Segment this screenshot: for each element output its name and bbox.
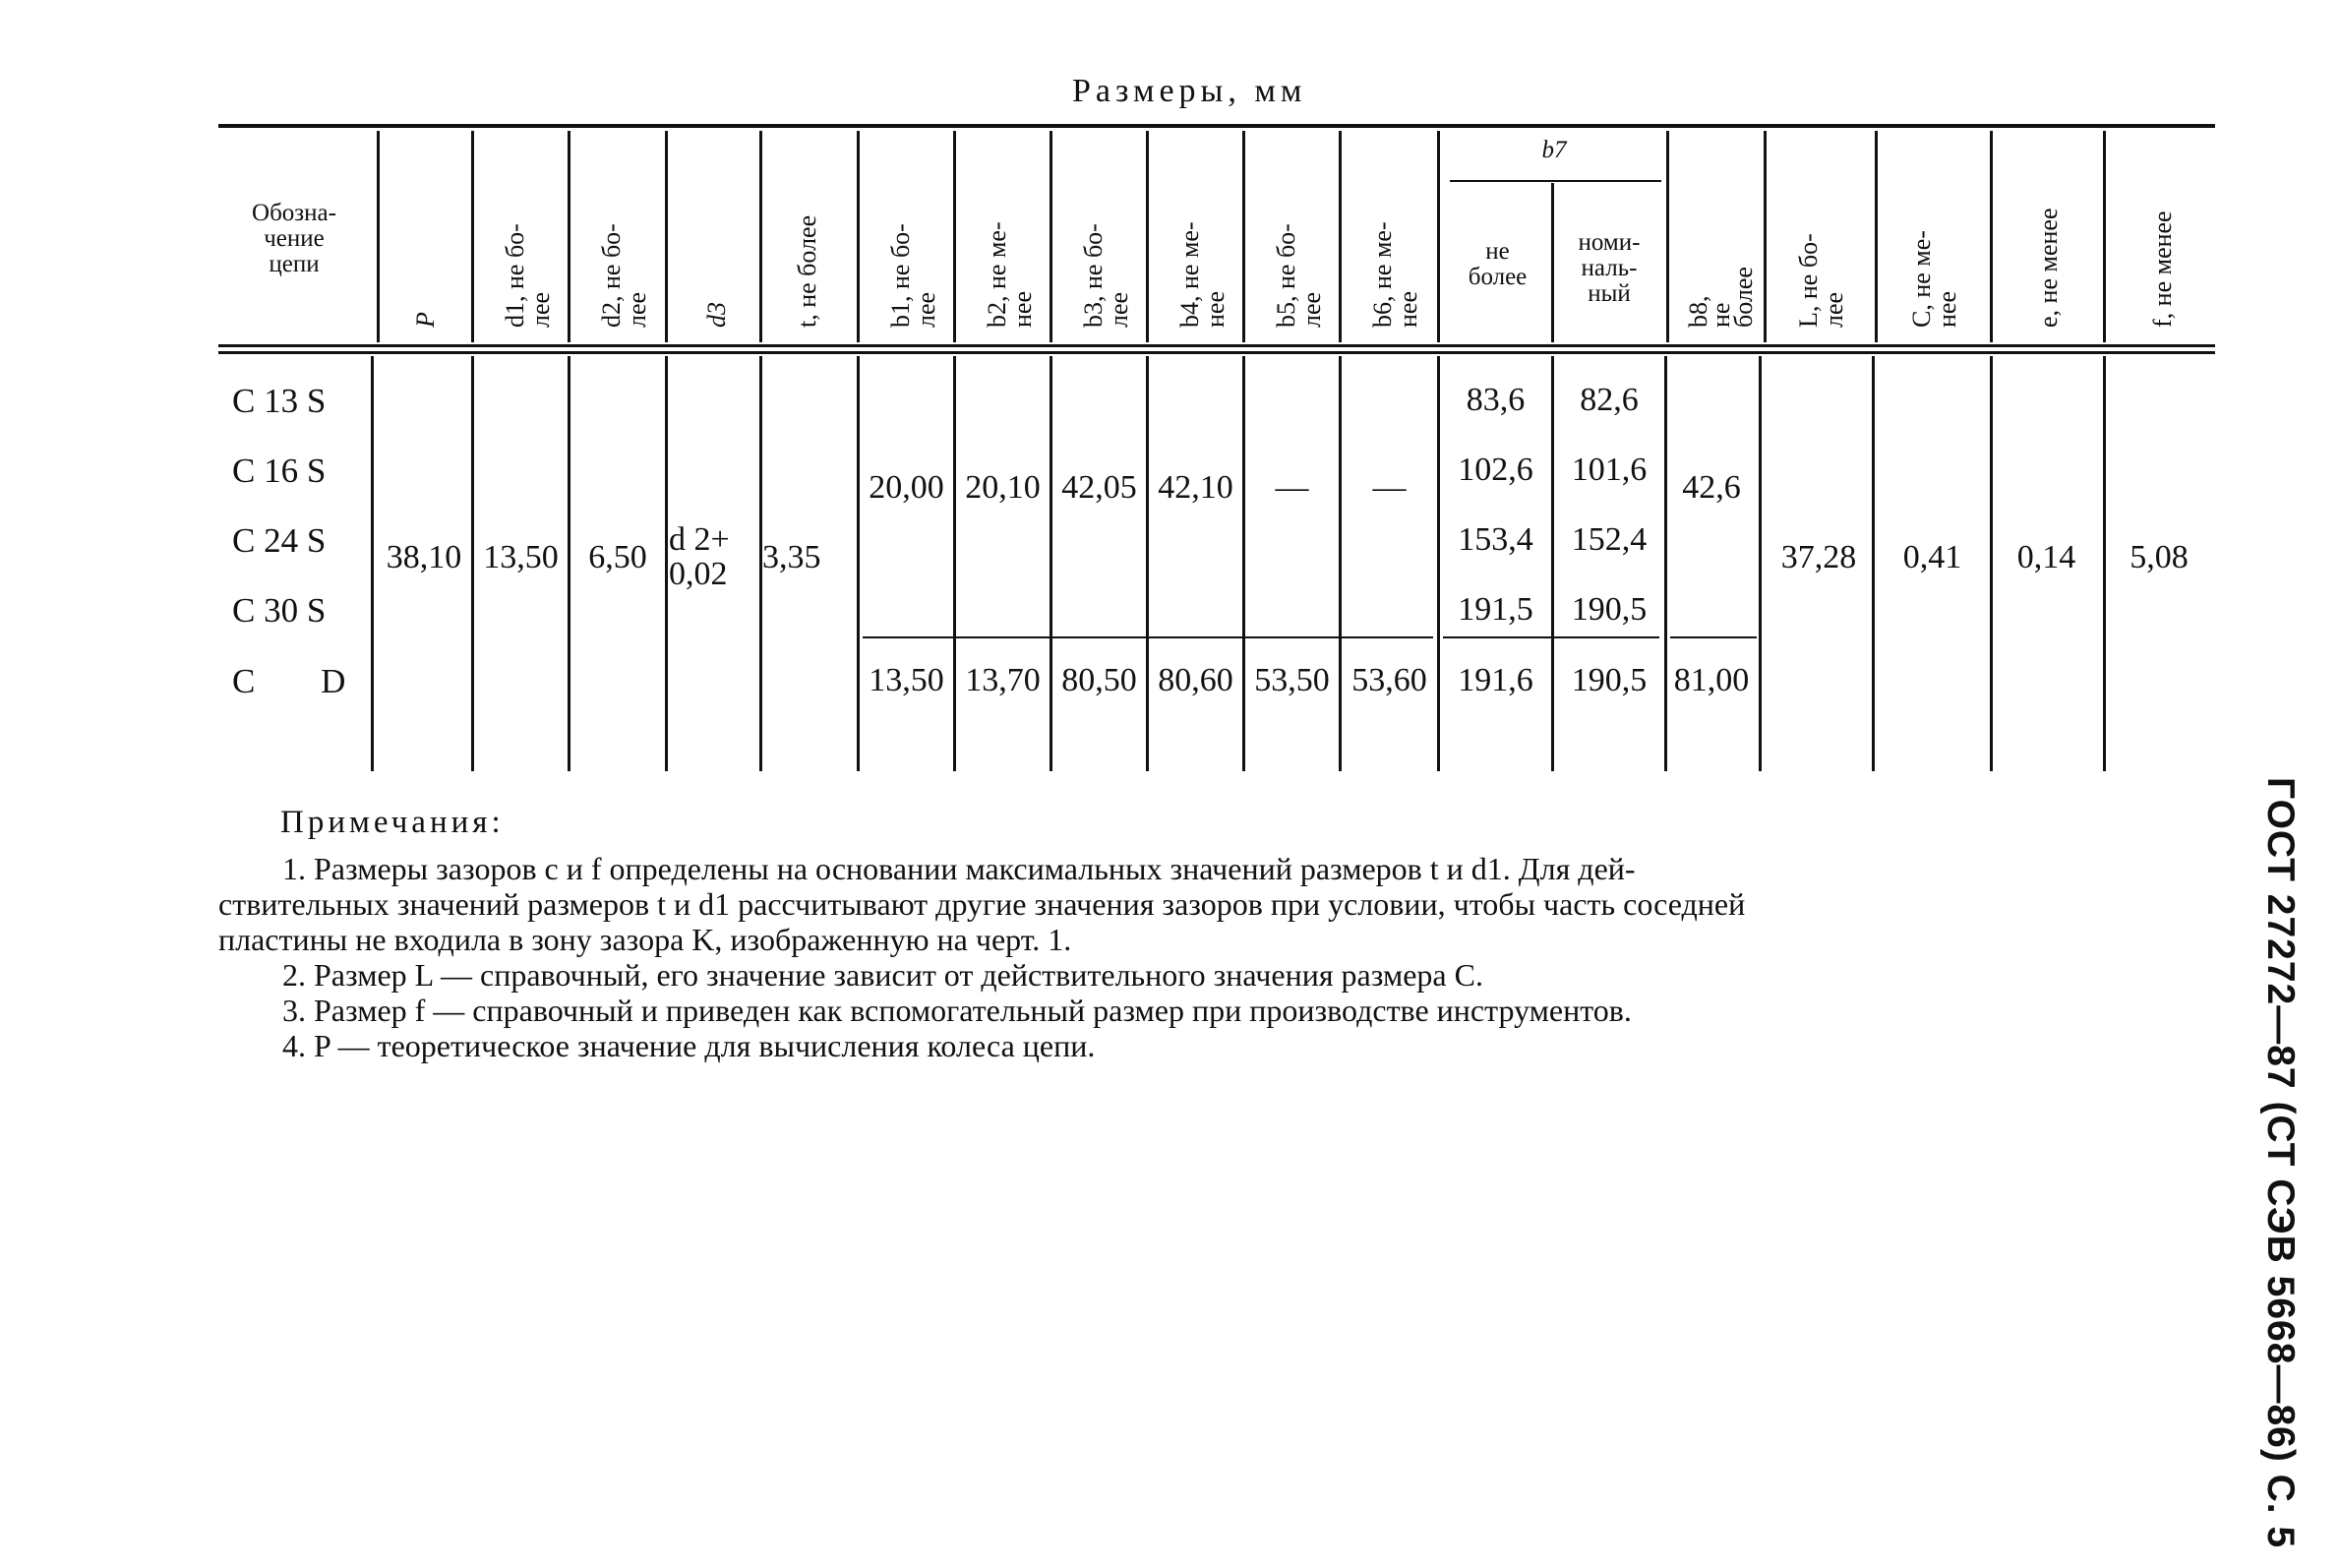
value-P: 38,10	[386, 539, 462, 575]
value-d3-line1: d 2+	[669, 521, 730, 558]
col-divider	[1050, 356, 1052, 771]
header-bottom-rule	[218, 344, 2215, 347]
table-caption: Размеры, мм	[1072, 73, 1307, 109]
header-b6: b6, не ме- нее	[1368, 221, 1422, 328]
value-b7-nom: 190,5	[1571, 662, 1648, 698]
value-b7-max: 153,4	[1458, 521, 1533, 558]
value-b5-d: 53,50	[1254, 662, 1330, 698]
note-1-line-3: пластины не входила в зону зазора K, изображенную на черт. 1.	[218, 922, 1072, 957]
designation-cd: C D	[232, 662, 346, 700]
header-d3: d3	[702, 302, 731, 328]
col-divider	[1146, 356, 1149, 771]
value-t: 3,35	[762, 539, 821, 575]
value-e: 0,14	[2016, 539, 2076, 575]
col-divider	[1551, 183, 1554, 342]
col-divider	[1764, 131, 1767, 342]
header-b7-nom: номи- наль- ный	[1578, 229, 1641, 307]
value-b5-s: —	[1275, 469, 1309, 506]
header-b5: b5, не бо- лее	[1272, 223, 1326, 328]
value-b6-s: —	[1372, 469, 1407, 506]
value-b7-max: 83,6	[1466, 382, 1526, 418]
value-b6-d: 53,60	[1351, 662, 1427, 698]
value-b1-s: 20,00	[869, 469, 944, 506]
header-C: C, не ме- нее	[1907, 230, 1961, 328]
col-divider	[857, 131, 860, 342]
col-divider	[953, 131, 956, 342]
header-b8: b8, не более	[1684, 267, 1758, 328]
col-divider	[1664, 356, 1667, 771]
col-divider	[1050, 131, 1052, 342]
col-divider	[1242, 356, 1245, 771]
header-d1: d1, не бо- лее	[501, 223, 555, 328]
value-C: 0,41	[1902, 539, 1962, 575]
value-b4-s: 42,10	[1158, 469, 1233, 506]
header-b7: b7	[1541, 137, 1567, 163]
value-b7-max: 102,6	[1458, 452, 1533, 488]
group-separator	[863, 636, 1433, 638]
header-b4: b4, не ме- нее	[1175, 221, 1230, 328]
header-b7-max: не более	[1468, 238, 1528, 290]
col-divider	[1990, 131, 1993, 342]
col-divider	[857, 356, 860, 771]
col-divider	[665, 356, 668, 771]
value-b7-max: 191,6	[1458, 662, 1533, 698]
value-f: 5,08	[2130, 539, 2189, 575]
col-divider	[1339, 356, 1342, 771]
value-b2-d: 13,70	[965, 662, 1041, 698]
header-L: L, не бо- лее	[1794, 233, 1848, 328]
group-separator	[1670, 636, 1757, 638]
value-b2-s: 20,10	[965, 469, 1041, 506]
col-divider	[1146, 131, 1149, 342]
header-f: f, не менее	[2148, 211, 2177, 328]
col-divider	[1666, 131, 1669, 342]
note-1-line-2: ствительных значений размеров t и d1 рассчитывают другие значения зазоров при условии, чтобы часть соседней	[218, 886, 1746, 922]
col-divider	[371, 356, 374, 771]
value-b8-s: 42,6	[1682, 469, 1741, 506]
table-top-rule	[218, 124, 2215, 128]
col-divider	[953, 356, 956, 771]
value-b1-d: 13,50	[869, 662, 944, 698]
b7-group-rule	[1450, 180, 1661, 182]
standard-side-title: ГОСТ 27272—87 (СТ СЭВ 5668—86) С. 5	[2259, 777, 2302, 1549]
designation-c13s: C 13 S	[232, 382, 327, 420]
col-divider	[471, 131, 474, 342]
header-designation: Обозна- чение цепи	[252, 200, 336, 277]
value-b7-nom: 101,6	[1571, 452, 1648, 488]
designation-c24s: C 24 S	[232, 521, 327, 560]
header-t: t, не более	[793, 214, 821, 328]
value-L: 37,28	[1780, 539, 1857, 575]
col-divider	[1339, 131, 1342, 342]
value-d3-line2: 0,02	[669, 556, 728, 592]
value-d2: 6,50	[588, 539, 647, 575]
col-divider	[665, 131, 668, 342]
header-d2: d2, не бо- лее	[597, 223, 651, 328]
col-divider	[1242, 131, 1245, 342]
col-divider	[1759, 356, 1762, 771]
value-b3-s: 42,05	[1061, 469, 1137, 506]
value-b7-max: 191,5	[1458, 591, 1533, 628]
header-b1: b1, не бо- лее	[886, 223, 940, 328]
note-3: 3. Размер f — справочный и приведен как вспомогательный размер при производстве инструментов.	[282, 993, 1632, 1028]
value-b3-d: 80,50	[1061, 662, 1137, 698]
value-b4-d: 80,60	[1158, 662, 1233, 698]
value-b7-nom: 152,4	[1571, 521, 1648, 558]
col-divider	[1875, 131, 1878, 342]
col-divider	[377, 131, 380, 342]
designation-c30s: C 30 S	[232, 591, 327, 630]
designation-c16s: C 16 S	[232, 452, 327, 490]
header-b3: b3, не бо- лее	[1079, 223, 1133, 328]
note-1-line-1: 1. Размеры зазоров c и f определены на основании максимальных значений размеров t и d1. Для дей-	[282, 851, 1636, 886]
header-P: P	[411, 312, 440, 328]
note-2: 2. Размер L — справочный, его значение зависит от действительного значения размера C.	[282, 957, 1483, 993]
header-e: e, не менее	[2034, 208, 2063, 328]
value-b8-d: 81,00	[1673, 662, 1750, 698]
notes-title: Примечания:	[280, 805, 505, 840]
value-b7-nom: 82,6	[1580, 382, 1639, 418]
note-4: 4. P — теоретическое значение для вычисления колеса цепи.	[282, 1028, 1096, 1063]
value-b7-nom: 190,5	[1571, 591, 1648, 628]
group-separator	[1443, 636, 1659, 638]
header-bottom-rule-2	[218, 351, 2215, 354]
col-divider	[759, 131, 762, 342]
value-d1: 13,50	[483, 539, 559, 575]
header-b2: b2, не ме- нее	[983, 221, 1037, 328]
col-divider	[2103, 131, 2106, 342]
col-divider	[1437, 131, 1440, 342]
col-divider	[568, 131, 570, 342]
